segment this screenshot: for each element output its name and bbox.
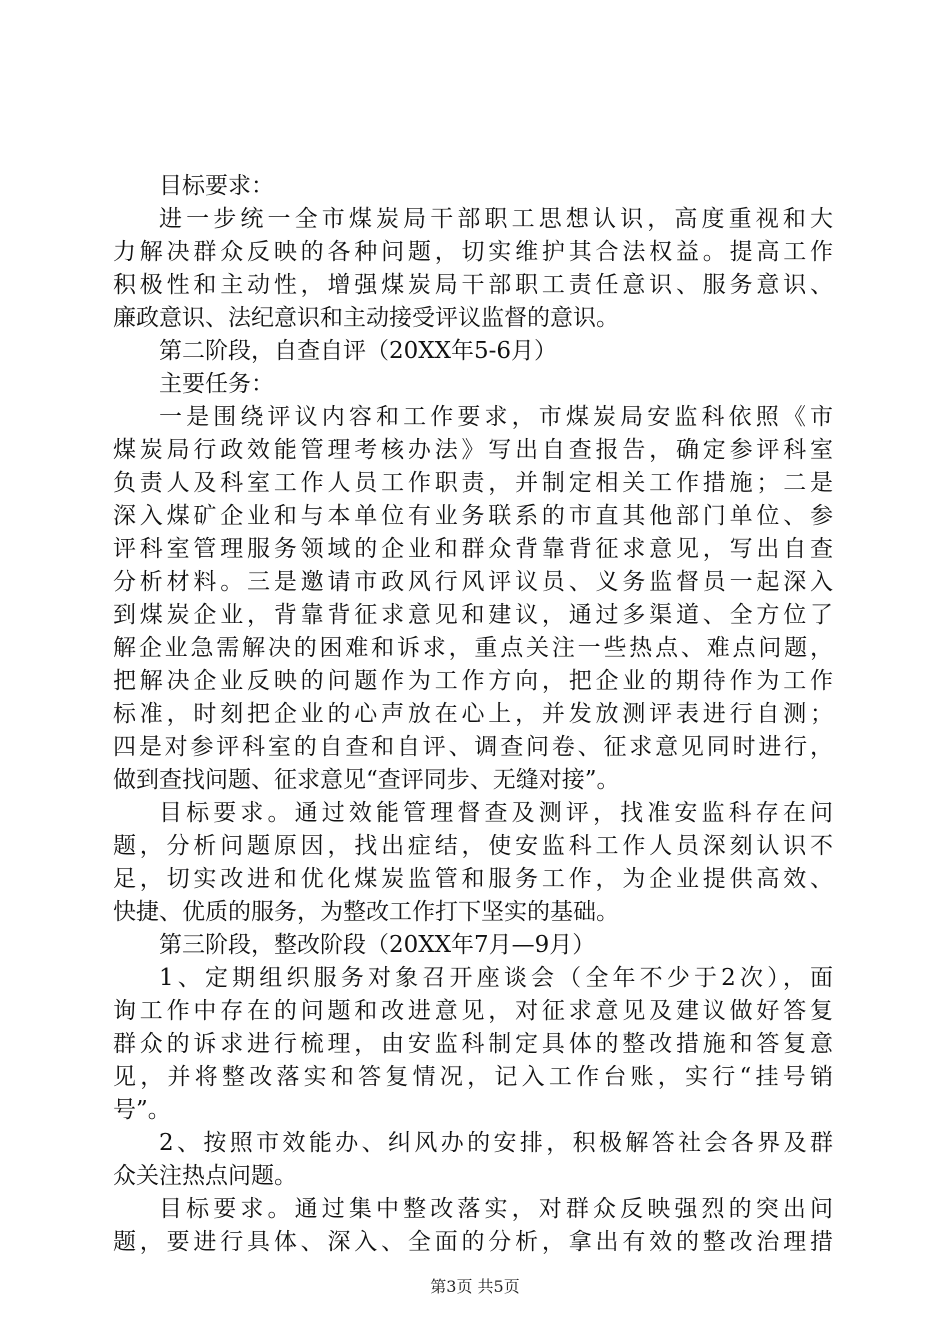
text-line: 号”。 xyxy=(113,1097,171,1123)
text-line: 题，分析问题原因，找出症结，使安监科工作人员深刻认识不 xyxy=(113,833,833,859)
text-line: 询工作中存在的问题和改进意见，对征求意见及建议做好答复 xyxy=(113,998,833,1024)
text-line: 把解决企业反映的问题作为工作方向，把企业的期待作为工作 xyxy=(113,668,833,694)
text-line: 负责人及科室工作人员工作职责，并制定相关工作措施；二是 xyxy=(113,470,833,496)
section-heading: 第二阶段，自查自评（20XX年5-6月） xyxy=(159,338,558,364)
section-heading: 第三阶段，整改阶段（20XX年7月—9月） xyxy=(159,932,596,958)
text-line: 四是对参评科室的自查和自评、调查问卷、征求意见同时进行， xyxy=(113,734,833,760)
text-line: 快捷、优质的服务，为整改工作打下坚实的基础。 xyxy=(113,899,619,925)
text-line: 群众的诉求进行梳理，由安监科制定具体的整改措施和答复意 xyxy=(113,1031,833,1057)
text-line: 廉政意识、法纪意识和主动接受评议监督的意识。 xyxy=(113,305,619,331)
text-line: 2、按照市效能办、纠风办的安排，积极解答社会各界及群 xyxy=(159,1130,833,1156)
text-line: 目标要求。通过集中整改落实，对群众反映强烈的突出问 xyxy=(159,1196,833,1222)
text-line: 评科室管理服务领域的企业和群众背靠背征求意见，写出自查 xyxy=(113,536,833,562)
text-line: 煤炭局行政效能管理考核办法》写出自查报告，确定参评科室 xyxy=(113,437,833,463)
text-line: 到煤炭企业，背靠背征求意见和建议，通过多渠道、全方位了 xyxy=(113,602,833,628)
page-number-footer: 第3页 共5页 xyxy=(430,1277,520,1296)
text-line: 足，切实改进和优化煤炭监管和服务工作，为企业提供高效、 xyxy=(113,866,833,892)
text-line: 目标要求。通过效能管理督查及测评，找准安监科存在问 xyxy=(159,800,833,826)
text-line: 众关注热点问题。 xyxy=(113,1163,297,1189)
text-line: 题，要进行具体、深入、全面的分析，拿出有效的整改治理措 xyxy=(113,1229,833,1255)
text-line: 积极性和主动性，增强煤炭局干部职工责任意识、服务意识、 xyxy=(113,272,833,298)
text-line: 分析材料。三是邀请市政风行风评议员、义务监督员一起深入 xyxy=(113,569,833,595)
text-line: 深入煤矿企业和与本单位有业务联系的市直其他部门单位、参 xyxy=(113,503,833,529)
text-line: 力解决群众反映的各种问题，切实维护其合法权益。提高工作 xyxy=(113,239,833,265)
text-line: 做到查找问题、征求意见“查评同步、无缝对接”。 xyxy=(113,767,620,793)
text-line: 一是围绕评议内容和工作要求，市煤炭局安监科依照《市 xyxy=(159,404,833,430)
text-line: 进一步统一全市煤炭局干部职工思想认识，高度重视和大 xyxy=(159,206,833,232)
text-line: 目标要求： xyxy=(159,173,274,199)
text-line: 解企业急需解决的困难和诉求，重点关注一些热点、难点问题， xyxy=(113,635,833,661)
document-body xyxy=(113,170,833,1259)
text-line: 见，并将整改落实和答复情况，记入工作台账，实行“挂号销 xyxy=(113,1064,833,1090)
text-line: 1、定期组织服务对象召开座谈会（全年不少于2次），面 xyxy=(159,965,833,991)
text-line: 标准，时刻把企业的心声放在心上，并发放测评表进行自测； xyxy=(113,701,833,727)
text-line: 主要任务： xyxy=(159,371,274,397)
